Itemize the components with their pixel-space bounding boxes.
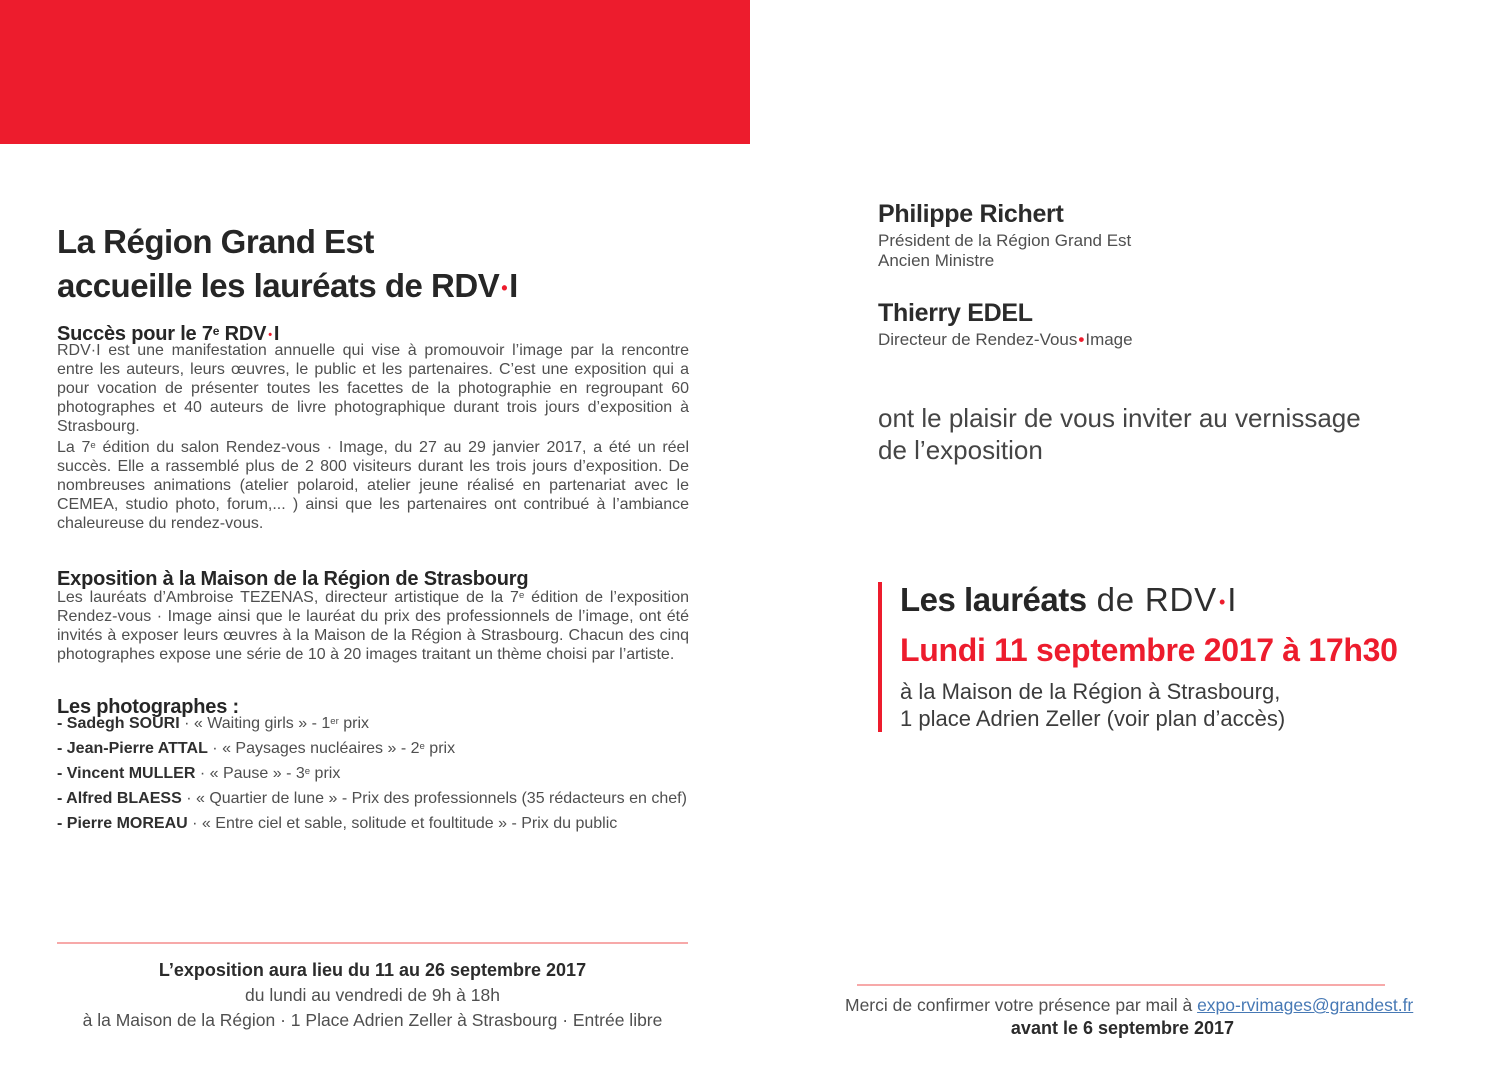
left-footer bbox=[57, 958, 688, 1033]
photographer-prize: · « Pause » - 3 bbox=[195, 765, 305, 783]
p3-pre: Les lauréats d’Ambroise TEZENAS, directeur artistique de la 7 bbox=[57, 589, 519, 607]
exhibition-dates: L’exposition aura lieu du 11 au 26 septembre 2017 bbox=[158, 960, 587, 980]
photographer-prize: · « Waiting girls » - 1 bbox=[179, 715, 331, 733]
superscript: e bbox=[90, 440, 96, 451]
photographer-name: - Sadegh SOURI bbox=[57, 715, 180, 733]
invitation-text bbox=[878, 402, 1438, 466]
photographer-name: - Pierre MOREAU bbox=[57, 815, 188, 833]
superscript: e bbox=[518, 590, 525, 601]
photographer-prize: · « Entre ciel et sable, solitude et foultitude » - Prix du public bbox=[187, 815, 618, 833]
photographer-name: - Jean-Pierre ATTAL bbox=[57, 740, 208, 758]
photographer-name: - Alfred BLAESS bbox=[57, 790, 182, 808]
event-location-line2: 1 place Adrien Zeller (voir plan d’accès) bbox=[900, 705, 1286, 731]
event-location-line1: à la Maison de la Région à Strasbourg, bbox=[900, 678, 1281, 704]
rsvp-deadline: avant le 6 septembre 2017 bbox=[1010, 1018, 1235, 1038]
invitation-line2: de l’exposition bbox=[878, 435, 1043, 465]
person-name: Thierry EDEL bbox=[878, 299, 1033, 327]
photographer-prize: · « Paysages nucléaires » - 2 bbox=[207, 740, 420, 758]
list-item-photographer bbox=[57, 735, 727, 760]
person-name: Philippe Richert bbox=[878, 200, 1064, 228]
superscript: e bbox=[419, 741, 425, 753]
event-location bbox=[900, 678, 1438, 732]
success-heading-text: Succès pour le 7 bbox=[57, 322, 213, 345]
person-role-pre: Directeur de Rendez-Vous bbox=[878, 330, 1078, 349]
p2-rest: édition du salon Rendez-vous · Image, du 27 au 29 janvier 2017, a été un réel succès. Elle a rassemblé plus de 2 800 visiteurs durant les trois jours d’exposition. De nombreuses animations (atelier polaroid, atelier jeune réalisé en partenariat avec le CEMEA, studio photo, forum,... ) ainsi que les partenaires ont contribué à l’ambiance chaleureuse du rendez-vous. bbox=[57, 439, 690, 533]
left-divider-line bbox=[57, 942, 688, 944]
list-item-photographer bbox=[57, 760, 727, 785]
right-footer bbox=[845, 994, 1414, 1040]
event-block bbox=[878, 582, 1438, 732]
person-role-end: Image bbox=[1085, 330, 1133, 349]
superscript: e bbox=[212, 323, 220, 338]
person-role: Président de la Région Grand Est bbox=[878, 231, 1132, 250]
superscript: e bbox=[304, 766, 311, 778]
page-title-line2-end: I bbox=[509, 267, 518, 305]
section-heading-exposition: Exposition à la Maison de la Région de Strasbourg bbox=[57, 567, 529, 590]
host-person-2 bbox=[878, 299, 1438, 350]
photographer-prize: · « Quartier de lune » - Prix des professionnels (35 rédacteurs en chef) bbox=[181, 790, 687, 808]
exhibition-address: à la Maison de la Région · 1 Place Adrien Zeller à Strasbourg · Entrée libre bbox=[82, 1010, 663, 1030]
person-role-2: Ancien Ministre bbox=[878, 251, 995, 270]
red-dot-icon: • bbox=[1078, 330, 1085, 349]
p3-rest: édition de l’exposition Rendez-vous · Image ainsi que le lauréat du prix des professionnels de l’image, ont été invités à exposer leurs œuvres à la Maison de la Région à Strasbourg. Chacun des cinq photographes expose une série de 10 à 20 images traitant un thème choisi par l’artiste. bbox=[57, 589, 689, 664]
section-heading-photographes: Les photographes : bbox=[57, 695, 239, 718]
red-dot-icon: • bbox=[1218, 591, 1226, 612]
page-title bbox=[57, 220, 717, 310]
invitation-line1: ont le plaisir de vous inviter au vernissage bbox=[878, 403, 1361, 433]
photographer-name: - Vincent MULLER bbox=[57, 765, 196, 783]
superscript: er bbox=[330, 716, 339, 727]
list-item-photographer bbox=[57, 710, 727, 735]
event-title-end: I bbox=[1227, 581, 1238, 618]
page-title-line1: La Région Grand Est bbox=[57, 223, 374, 261]
event-title-bold: Les lauréats bbox=[900, 581, 1087, 618]
rsvp-text bbox=[845, 994, 1414, 1016]
event-title-rest: de RDV bbox=[1086, 581, 1217, 618]
paragraph-laureats bbox=[57, 586, 689, 664]
list-item-photographer bbox=[57, 810, 727, 835]
person-role bbox=[878, 330, 1438, 350]
right-divider-line bbox=[857, 984, 1385, 986]
photographer-prize-tail: prix bbox=[338, 715, 370, 733]
photographers-list bbox=[57, 710, 727, 835]
paragraph-7e-edition bbox=[57, 436, 689, 533]
photographer-prize-tail: prix bbox=[424, 740, 456, 758]
rsvp-text-pre: Merci de confirmer votre présence par mail à bbox=[845, 995, 1198, 1015]
rsvp-email-link[interactable]: expo-rvimages@grandest.fr bbox=[1197, 995, 1414, 1015]
paragraph-rdvi-presentation: RDV·I est une manifestation annuelle qui vise à promouvoir l’image par la rencontre entre les auteurs, leurs œuvres, le public et les partenaires. C’est une exposition qui a pour vocation de présenter toutes les facettes de la photographie en regroupant 60 photographes et 40 auteurs de livre photographique durant trois jours d’exposition à Strasbourg. bbox=[57, 342, 689, 435]
red-dot-icon: • bbox=[501, 277, 508, 298]
success-heading-mid: RDV bbox=[219, 322, 267, 345]
success-heading-end: I bbox=[273, 322, 280, 345]
event-date: Lundi 11 septembre 2017 à 17h30 bbox=[900, 631, 1398, 668]
red-dot-icon: • bbox=[268, 328, 272, 341]
photographer-prize-tail: prix bbox=[310, 765, 341, 783]
intro-paragraphs bbox=[57, 341, 689, 533]
event-title bbox=[900, 582, 1438, 620]
host-person-1 bbox=[878, 200, 1438, 271]
exhibition-hours: du lundi au vendredi de 9h à 18h bbox=[245, 985, 500, 1005]
red-banner bbox=[0, 0, 750, 144]
list-item-photographer bbox=[57, 785, 727, 810]
page-title-line2: accueille les lauréats de RDV bbox=[57, 267, 500, 305]
p2-pre: La 7 bbox=[57, 439, 91, 457]
